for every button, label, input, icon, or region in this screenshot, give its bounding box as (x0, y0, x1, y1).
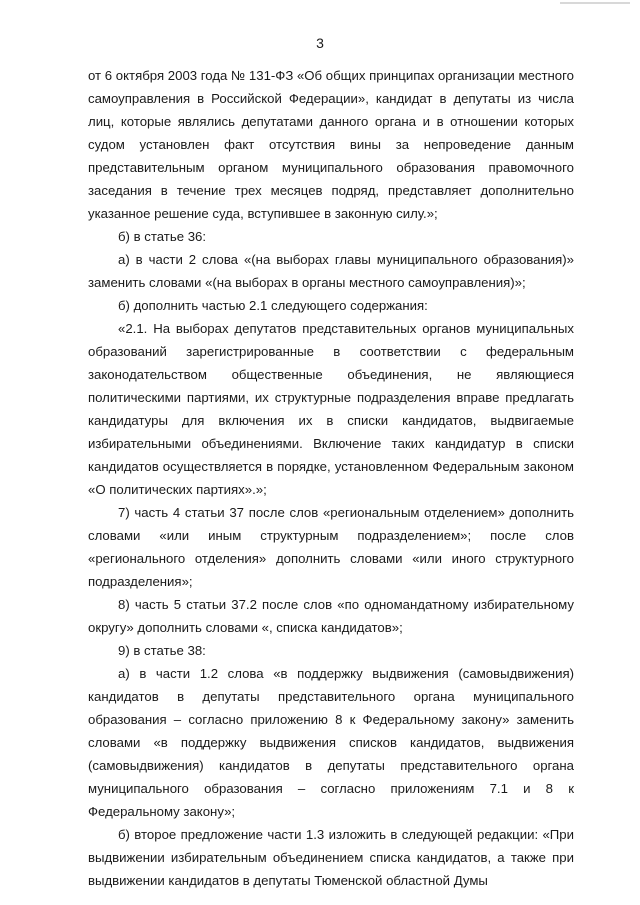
paragraph-2: б) в статье 36: (118, 229, 207, 244)
paragraph-3: а) в части 2 слова «(на выборах главы муниципального образования)» заменить словами «(на выборах в органы местного самоуправления)»; (88, 252, 574, 290)
paragraph-4: б) дополнить частью 2.1 следующего содержания: (118, 298, 428, 313)
paragraph-8: 9) в статье 38: (118, 643, 206, 658)
paragraph-6: 7) часть 4 статьи 37 после слов «региональным отделением» дополнить словами «или иным структурным подразделением»; после слов «регионального отделения» дополнить словами «или иного структурного подразделения»; (88, 505, 574, 589)
document-body (88, 64, 574, 892)
scan-artifact (560, 2, 630, 4)
paragraph-9: а) в части 1.2 слова «в поддержку выдвижения (самовыдвижения) кандидатов в депутаты представительного органа муниципального образования – согласно приложению 8 к Федеральному закону» заменить словами «в поддержку выдвижения списков кандидатов, выдвижения (самовыдвижения) кандидатов в депутаты представительного органа муниципального образования – согласно приложениям 7.1 и 8 к Федеральному закону»; (88, 666, 574, 819)
paragraph-5: «2.1. На выборах депутатов представительных органов муниципальных образований зарегистрированные в соответствии с федеральным законодательством общественные объединения, не являющиеся политическими партиями, их структурные подразделения вправе предлагать кандидатуры для включения их в списки кандидатов, выдвигаемые избирательными объединениями. Включение таких кандидатур в списки кандидатов осуществляется в порядке, установленном Федеральным законом «О политических партиях».»; (88, 321, 574, 497)
paragraph-10: б) второе предложение части 1.3 изложить в следующей редакции: «При выдвижении избирательным объединением списка кандидатов, а также при выдвижении кандидатов в депутаты Тюменской областной Думы (88, 827, 574, 888)
page-number: 3 (316, 35, 324, 51)
paragraph-1: от 6 октября 2003 года № 131-ФЗ «Об общих принципах организации местного самоуправления в Российской Федерации», кандидат в депутаты из числа лиц, которые являлись депутатами данного органа и в отношении которых судом установлен факт отсутствия вины за непроведение данным представительным органом муниципального образования правомочного заседания в течение трех месяцев подряд, представляет дополнительно указанное решение суда, вступившее в законную силу.»; (88, 68, 574, 221)
paragraph-7: 8) часть 5 статьи 37.2 после слов «по одномандатному избирательному округу» дополнить словами «, списка кандидатов»; (88, 597, 574, 635)
